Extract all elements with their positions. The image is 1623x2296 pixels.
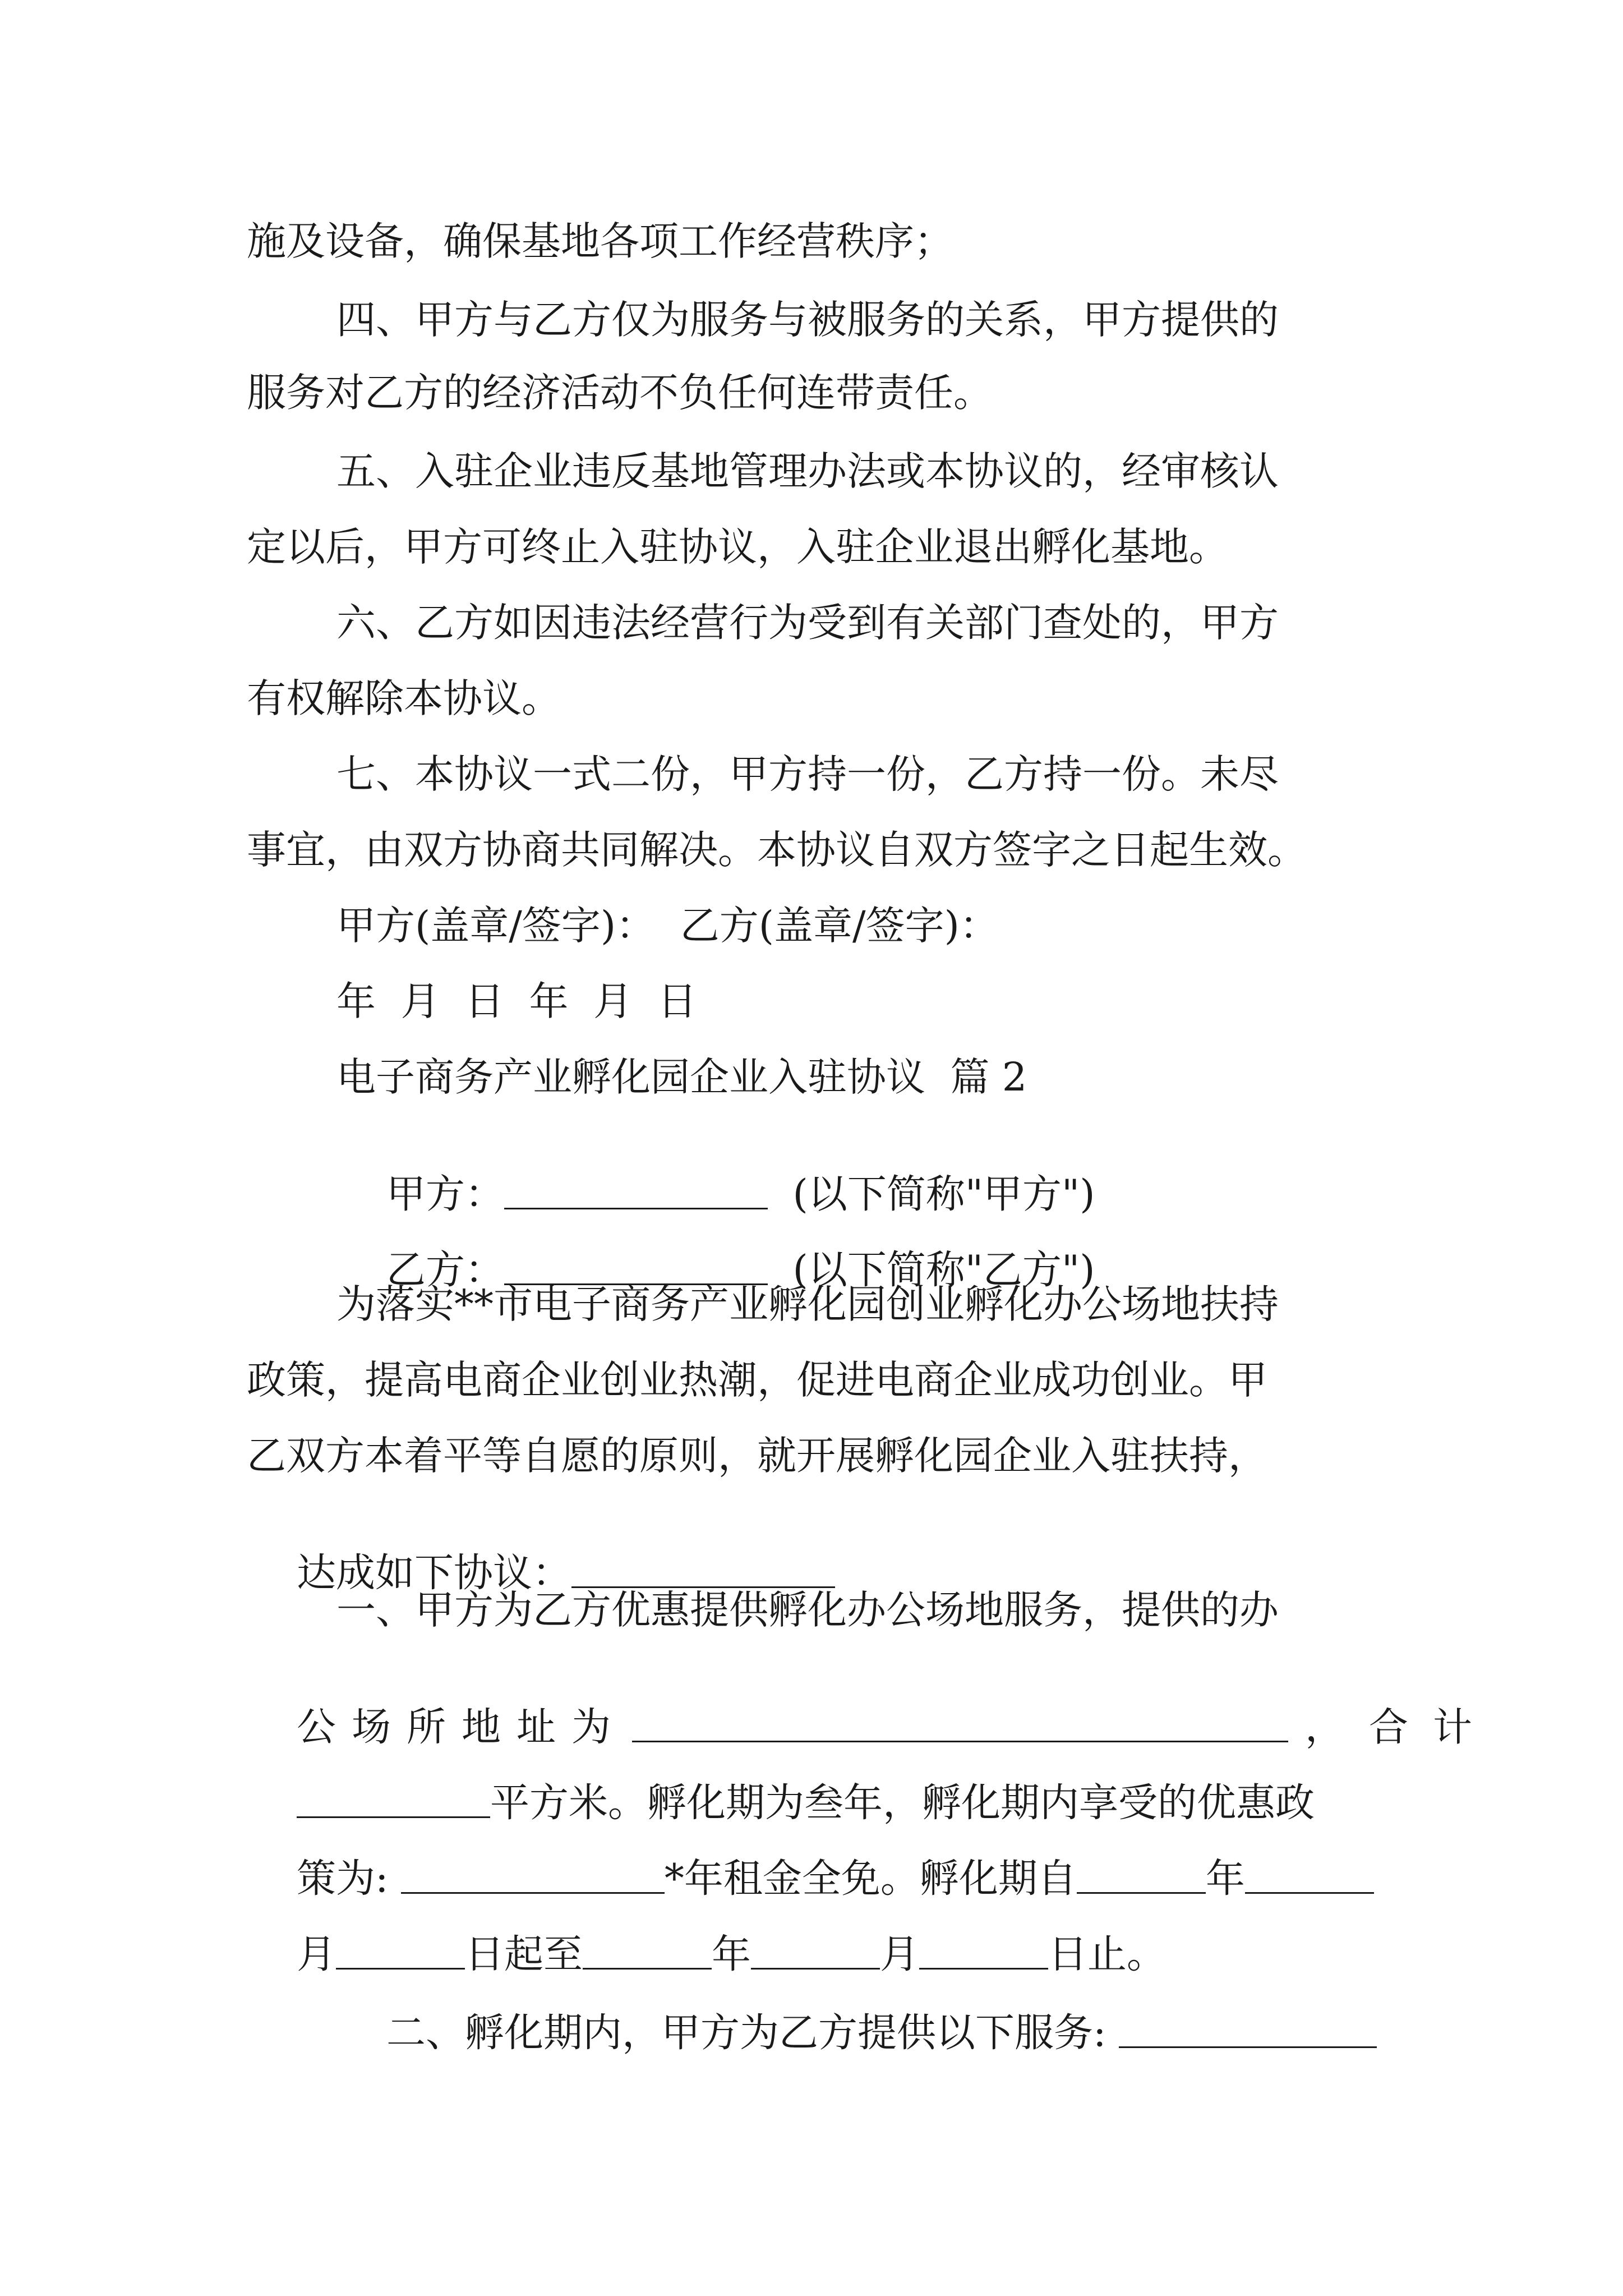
paragraph-line: 施及设备，确保基地各项工作经营秩序； bbox=[247, 218, 953, 264]
party-b-note: (以下简称"乙方") bbox=[768, 1246, 1095, 1293]
clause-2-text: 二、孵化期内，甲方为乙方提供以下服务: bbox=[386, 2009, 1119, 2056]
clause-6-line-2: 有权解除本协议。 bbox=[247, 675, 561, 721]
policy-label: 策为: bbox=[297, 1855, 401, 1902]
policy-text: *年租金全免。孵化期自 bbox=[664, 1855, 1077, 1902]
clause-6-line-1: 六、乙方如因违法经营行为受到有关部门查处的，甲方 bbox=[336, 600, 1279, 646]
clause-7-line-1: 七、本协议一式二份，甲方持一份，乙方持一份。未尽 bbox=[336, 751, 1279, 797]
end-day-blank[interactable] bbox=[919, 1932, 1048, 1970]
services-blank[interactable] bbox=[1119, 2011, 1377, 2048]
party-a-blank[interactable] bbox=[504, 1172, 768, 1209]
party-a-label: 甲方： bbox=[386, 1171, 505, 1217]
start-year-blank[interactable] bbox=[1077, 1857, 1206, 1894]
end-day-label: 日止。 bbox=[1048, 1931, 1166, 1977]
section-title: 电子商务产业孵化园企业入驻协议 篇 2 bbox=[336, 1054, 1027, 1100]
start-month-blank[interactable] bbox=[1245, 1857, 1374, 1894]
year-label: 年 bbox=[1205, 1855, 1245, 1902]
clause-5-line-1: 五、入驻企业违反基地管理办法或本协议的，经审核认 bbox=[336, 448, 1279, 494]
party-b-blank[interactable] bbox=[504, 1248, 768, 1285]
total-label: ，合计 bbox=[1305, 1704, 1497, 1750]
signature-line: 甲方(盖章/签字)： 乙方(盖章/签字)： bbox=[336, 903, 999, 949]
intro-line-2: 政策，提高电商企业创业热潮，促进电商企业成功创业。甲 bbox=[247, 1357, 1267, 1403]
clause-4-line-1: 四、甲方与乙方仅为服务与被服务的关系，甲方提供的 bbox=[336, 297, 1279, 343]
clause-5-line-2: 定以后，甲方可终止入驻协议，入驻企业退出孵化基地。 bbox=[247, 524, 1228, 570]
policy-blank[interactable] bbox=[401, 1857, 665, 1894]
intro-line-3: 乙双方本着平等自愿的原则，就开展孵化园企业入驻扶持， bbox=[247, 1433, 1267, 1479]
end-month-blank[interactable] bbox=[751, 1932, 880, 1970]
month-label: 月 bbox=[297, 1931, 336, 1977]
end-year-blank[interactable] bbox=[583, 1932, 712, 1970]
address-blank[interactable] bbox=[632, 1705, 1288, 1742]
from-to-label: 日起至 bbox=[465, 1931, 583, 1977]
date-line: 年 月 日 年 月 日 bbox=[336, 978, 697, 1024]
end-month-label: 月 bbox=[880, 1931, 920, 1977]
intro-text: 达成如下协议： bbox=[297, 1549, 572, 1596]
party-b-label: 乙方： bbox=[386, 1246, 505, 1293]
clause-4-line-2: 服务对乙方的经济活动不负任何连带责任。 bbox=[247, 370, 993, 416]
area-text: 平方米。孵化期为叁年，孵化期内享受的优惠政 bbox=[490, 1779, 1315, 1826]
address-label: 公场所地址为 bbox=[297, 1704, 627, 1750]
clause-1-line-1: 一、甲方为乙方优惠提供孵化办公场地服务，提供的办 bbox=[336, 1587, 1279, 1633]
end-year-label: 年 bbox=[712, 1931, 751, 1977]
start-day-blank[interactable] bbox=[336, 1932, 465, 1970]
clause-2-line-1 bbox=[336, 1972, 1377, 2092]
area-blank[interactable] bbox=[297, 1781, 490, 1818]
intro-line-1: 为落实**市电子商务产业孵化园创业孵化办公场地扶持 bbox=[336, 1281, 1279, 1327]
intro-blank[interactable] bbox=[571, 1551, 835, 1588]
party-a-note: (以下简称"甲方") bbox=[768, 1171, 1095, 1217]
clause-7-line-2: 事宜，由双方协商共同解决。本协议自双方签字之日起生效。 bbox=[247, 827, 1307, 873]
